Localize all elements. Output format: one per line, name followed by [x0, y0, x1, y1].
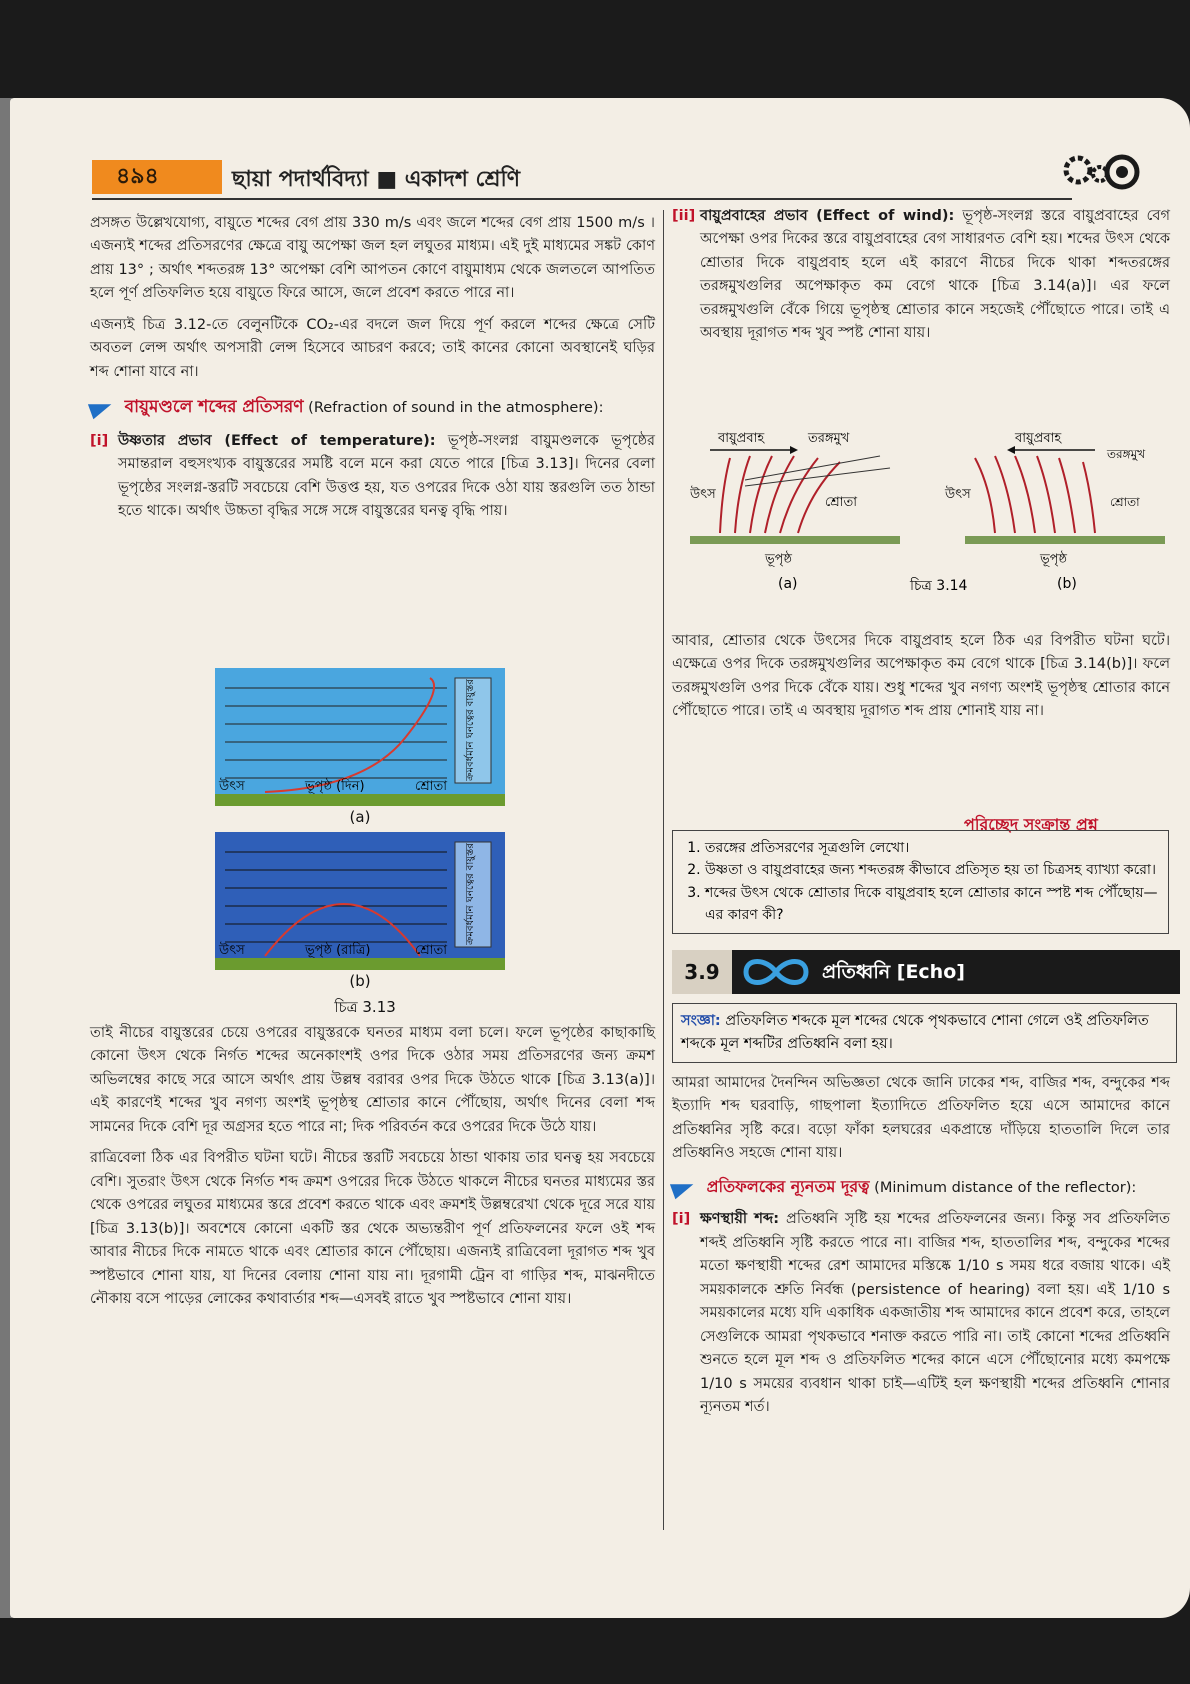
gears-icon: [1060, 148, 1140, 198]
header-rule: [92, 198, 1072, 200]
item-text: ভূপৃষ্ঠ-সংলগ্ন বায়ুমণ্ডলকে ভূপৃষ্ঠের সমান্তরাল বহুসংখ্যক বায়ুস্তরের সমষ্টি বলে মনে করা যেতে পারে [চিত্র 3.13]। দিনের বেলা ভূপৃষ্ঠের সংলগ্ন-স্তরটি সবচেয়ে বেশি উত্তপ্ত হয়, যত ওপরের দিকে ওঠা যায় স্তরগুলি তত ঠান্ডা হতে থাকে। অর্থাৎ উচ্চতা বৃদ্ধির সঙ্গে সঙ্গে বায়ুস্তরের ঘনত্ব বৃদ্ধি পায়।: [118, 432, 655, 520]
ground-label: ভূপৃষ্ঠ (রাত্রি): [305, 943, 371, 958]
item-title: বায়ুপ্রবাহের প্রভাব (Effect of wind):: [700, 208, 955, 224]
section-heading-en: (Minimum distance of the reflector):: [874, 1179, 1137, 1196]
wind-label: বায়ুপ্রবাহ: [1015, 431, 1062, 446]
section-heading-en: (Refraction of sound in the atmosphere):: [308, 400, 604, 417]
side-label: ক্রমবর্ধমান ঘনত্বের বায়ুস্তর: [465, 843, 476, 945]
right-column: [672, 205, 1170, 354]
infinity-icon: [740, 956, 812, 988]
wavefronts: [975, 456, 1095, 533]
paper-plane-icon: [670, 1177, 696, 1200]
column-divider: [663, 210, 664, 1530]
ground-label: ভূপৃষ্ঠ: [1040, 552, 1067, 567]
source-label: উৎস: [219, 943, 245, 958]
listener-label: শ্রোতা: [825, 495, 858, 510]
figure-label: (b): [349, 972, 371, 990]
section-title: প্রতিধ্বনি [Echo]: [822, 961, 965, 983]
item-text: প্রতিধ্বনি সৃষ্টি হয় শব্দের প্রতিফলনের জন্য। কিন্তু সব প্রতিফলিত শব্দই প্রতিধ্বনি সৃষ্টি করতে পারে না। বাজির শব্দ, হাততালির শব্দ, বন্দুকের শব্দের মতো ক্ষণস্থায়ী শব্দের রেশ আমাদের মস্তিষ্কে 1/10 s সময় ধরে বজায় থাকে। এই সময়কালকে শ্রুতি নির্বন্ধ (persistence of hearing) বলা হয়। এই 1/10 s সময়কালের মধ্যে যদি একাধিক একজাতীয় শব্দ আমাদের কানে প্রবেশ করে, তাহলে সেগুলিকে আমরা পৃথকভাবে শনাক্ত করতে পারি না। তাই কোনো শব্দের প্রতিধ্বনি শুনতে হলে মূল শব্দ ও প্রতিফলিত শব্দের কানে এসে পৌঁছোনোর মধ্যে কমপক্ষে 1/10 s সময়ের ব্যবধান থাকা চাই—এটিই হল ক্ষণস্থায়ী শব্দের প্রতিধ্বনি শোনার ন্যূনতম শর্ত।: [700, 1211, 1170, 1416]
paragraph: তাই নীচের বায়ুস্তরের চেয়ে ওপরের বায়ুস্তরকে ঘনতর মাধ্যম বলা চলে। ফলে ভূপৃষ্ঠের কাছাকাছি কোনো উৎস থেকে নির্গত শব্দের অনেকাংশই ওপর দিকে ওঠার সময় প্রতিসরণের জন্য ক্রমশ অভিলম্বের কাছে সরে আসে অর্থাৎ প্রায় উল্লম্ব বরাবর ওপর দিকে উঠতে থাকে [চিত্র 3.13(a)]। এই কারণেই শব্দের খুব নগণ্য অংশই ভূপৃষ্ঠস্থ শ্রোতার কানে পৌঁছোয়, অর্থাৎ দিনের বেলা শব্দ সামনের দিকে বেশি দূর অগ্রসর হতে পারে না; দিক পরিবর্তন করে ওপরের দিকে উঠে যায়।: [90, 1025, 655, 1135]
item-marker: [i]: [90, 432, 109, 449]
ground-label: ভূপৃষ্ঠ (দিন): [305, 779, 365, 794]
paragraph: আমরা আমাদের দৈনন্দিন অভিজ্ঞতা থেকে জানি ঢাকের শব্দ, বাজির শব্দ, বন্দুকের শব্দ ইত্যাদি শব্দ ঘরবাড়ি, গাছপালা ইত্যাদিতে প্রতিফলিত হয়ে এসে আমাদের কানে প্রতিধ্বনির সৃষ্টি করে। বড়ো ফাঁকা হলঘরের একপ্রান্তে দাঁড়িয়ে হাততালি দিলে তার প্রতিধ্বনিও সহজে শোনা যায়।: [672, 1075, 1170, 1162]
figure-caption: চিত্র 3.13: [334, 998, 396, 1016]
figure-3-14: [690, 428, 1170, 598]
figure-label: (a): [778, 576, 798, 592]
section-bar: [672, 950, 1180, 994]
wavefront-label: তরঙ্গমুখ: [1107, 447, 1146, 461]
ground-strip: [215, 958, 505, 970]
questions-title: পরিচ্ছেদ সংক্রান্ত প্রশ্ন: [960, 812, 1102, 839]
section-heading-bn: বায়ুমণ্ডলে শব্দের প্রতিসরণ: [124, 397, 304, 418]
listener-label: শ্রোতা: [415, 779, 448, 794]
question-item: 2. উষ্ণতা ও বায়ুপ্রবাহের জন্য শব্দতরঙ্গ কীভাবে প্রতিসৃত হয় তা চিত্রসহ ব্যাখ্যা করো।: [705, 859, 1158, 881]
question-item: 1. তরঙ্গের প্রতিসরণের সূত্রগুলি লেখো।: [705, 837, 1158, 859]
figure-3-13a: [215, 668, 505, 806]
figure-3-14b: [944, 431, 1165, 592]
source-label: উৎস: [945, 487, 971, 502]
paragraph: আবার, শ্রোতার থেকে উৎসের দিকে বায়ুপ্রবাহ হলে ঠিক এর বিপরীত ঘটনা ঘটে। এক্ষেত্রে ওপর দিকে তরঙ্গমুখগুলির অপেক্ষাকৃত কম বেগে থাকে [চিত্র 3.14(b)]। ফলে তরঙ্গমুখগুলি ওপর দিকে বেঁকে যায়। শুধু শব্দের খুব নগণ্য অংশই ভূপৃষ্ঠস্থ শ্রোতার কানে পৌঁছোতে পারে। তাই এ অবস্থায় দূরাগত শব্দ প্রায় শোনাই যায় না।: [672, 633, 1170, 720]
rays: [745, 456, 890, 486]
page-number: ৪৯৪: [92, 160, 222, 194]
definition-text: প্রতিফলিত শব্দকে মূল শব্দের থেকে পৃথকভাবে শোনা গেলে ওই প্রতিফলিত শব্দকে মূল শব্দটির প্রতিধ্বনি বলা হয়।: [681, 1013, 1149, 1053]
ground-strip: [690, 536, 900, 544]
item-title: উষ্ণতার প্রভাব (Effect of temperature):: [118, 432, 436, 449]
definition-label: সংজ্ঞা:: [681, 1013, 721, 1029]
list-item: [90, 430, 655, 524]
left-column: [90, 212, 655, 532]
right-column-lower: [672, 1072, 1170, 1428]
ground-strip: [965, 536, 1165, 544]
ground-strip: [215, 794, 505, 806]
list-item: [672, 205, 1170, 346]
ground-label: ভূপৃষ্ঠ: [765, 552, 792, 567]
listener-label: শ্রোতা: [1110, 495, 1140, 509]
section-number: 3.9: [672, 950, 732, 994]
section-heading: [90, 394, 655, 422]
figure-3-14a: [690, 431, 900, 592]
page-header: [92, 158, 1132, 198]
questions-box: [672, 830, 1169, 934]
source-label: উৎস: [219, 779, 245, 794]
question-item: 3. শব্দের উৎস থেকে শ্রোতার দিকে বায়ুপ্রবাহ হলে শ্রোতার কানে স্পষ্ট শব্দ পৌঁছোয়—এর কারণ কী?: [705, 882, 1158, 927]
wavefront-label: তরঙ্গমুখ: [808, 431, 850, 446]
listener-label: শ্রোতা: [415, 943, 448, 958]
figure-label: (b): [1057, 576, 1077, 592]
paper-plane-icon: [88, 397, 114, 420]
figure-3-13b: [215, 832, 505, 970]
running-title: ছায়া পদার্থবিদ্যা ■ একাদশ শ্রেণি: [232, 167, 521, 192]
definition-box: [672, 1003, 1177, 1063]
item-title: ক্ষণস্থায়ী শব্দ:: [700, 1211, 779, 1228]
item-marker: [i]: [672, 1211, 691, 1228]
wind-label: বায়ুপ্রবাহ: [718, 431, 765, 446]
figure-caption: চিত্র 3.14: [910, 578, 968, 594]
right-column-mid: [672, 630, 1170, 732]
figure-label: (a): [349, 808, 371, 826]
section-heading: [672, 1174, 1170, 1200]
item-marker: [ii]: [672, 208, 696, 224]
paragraph: এজন্যই চিত্র 3.12-তে বেলুনটিকে CO₂-এর বদলে জল দিয়ে পূর্ণ করলে শব্দের ক্ষেত্রে সেটি অবতল লেন্স অর্থাৎ অপসারী লেন্স হিসেবে আচরণ করবে; তাই কানের কোনো অবস্থানেই ঘড়ির শব্দ শোনা যাবে না।: [90, 316, 655, 380]
section-heading-bn: প্রতিফলকের ন্যূনতম দূরত্ব: [706, 1176, 870, 1196]
left-column-lower: [90, 1022, 655, 1320]
item-text: ভূপৃষ্ঠ-সংলগ্ন স্তরে বায়ুপ্রবাহের বেগ অপেক্ষা ওপর দিকের স্তরে বায়ুপ্রবাহের বেগ সাধারণত বেশি হয়। শব্দের উৎস থেকে শ্রোতার দিকে বায়ুপ্রবাহ হলে এই কারণে নীচের দিকে থাকা শব্দতরঙ্গের তরঙ্গমুখগুলির অপেক্ষাকৃত কম বেগে থাকে [চিত্র 3.14(a)]। এর ফলে তরঙ্গমুখগুলি বেঁকে গিয়ে ভূপৃষ্ঠস্থ শ্রোতার কানে সহজেই পৌঁছোতে পারে। তাই এ অবস্থায় দূরাগত শব্দ খুব স্পষ্ট শোনা যায়।: [700, 208, 1171, 342]
wavefronts: [720, 456, 840, 533]
side-label: ক্রমবর্ধমান ঘনত্বের বায়ুস্তর: [465, 679, 476, 781]
list-item: [672, 1208, 1170, 1419]
paragraph: প্রসঙ্গত উল্লেখযোগ্য, বায়ুতে শব্দের বেগ প্রায় 330 m/s এবং জলে শব্দের বেগ প্রায় 1500 m/s । এজন্যই শব্দের প্রতিসরণের ক্ষেত্রে বায়ু অপেক্ষা জল হল লঘুতর মাধ্যম। এই দুই মাধ্যমের সঙ্কট কোণ প্রায় 13° ; অর্থাৎ শব্দতরঙ্গ 13° অপেক্ষা বেশি আপতন কোণে বায়ুমাধ্যম থেকে জলতলে আপতিত হলে পূর্ণ প্রতিফলিত হয়ে বায়ুতে ফিরে আসে, জলে প্রবেশ করতে পারে না।: [90, 215, 655, 302]
paragraph: রাত্রিবেলা ঠিক এর বিপরীত ঘটনা ঘটে। নীচের স্তরটি সবচেয়ে ঠান্ডা থাকায় তার ঘনত্ব হয় সবচেয়ে বেশি। সুতরাং উৎস থেকে নির্গত শব্দ ক্রমশ ওপরের দিকে উঠতে থাকলে নীচের ঘনতর মাধ্যমের স্তর থেকে ওপরের লঘুতর মাধ্যমের স্তরে প্রবেশ করতে থাকে এবং ক্রমশই উল্লম্বরেখা থেকে দূরে সরে যায় [চিত্র 3.13(b)]। অবশেষে কোনো একটি স্তর থেকে অভ্যন্তরীণ পূর্ণ প্রতিফলনের ফলে ওই শব্দ আবার নীচের দিকে নামতে থাকে এবং শ্রোতার কানে পৌঁছোয়। এজন্যই রাত্রিবেলা দূরাগত শব্দ খুব স্পষ্টভাবে শোনা যায়, যা দিনের বেলায় শোনা যায় না। দূরগামী ট্রেন বা গাড়ির শব্দ, মাঝনদীতে নৌকায় বসে পাড়ের লোকের কথাবার্তার শব্দ—এসবই রাতে খুব স্পষ্টভাবে শোনা যায়।: [90, 1150, 655, 1308]
source-label: উৎস: [690, 487, 716, 502]
